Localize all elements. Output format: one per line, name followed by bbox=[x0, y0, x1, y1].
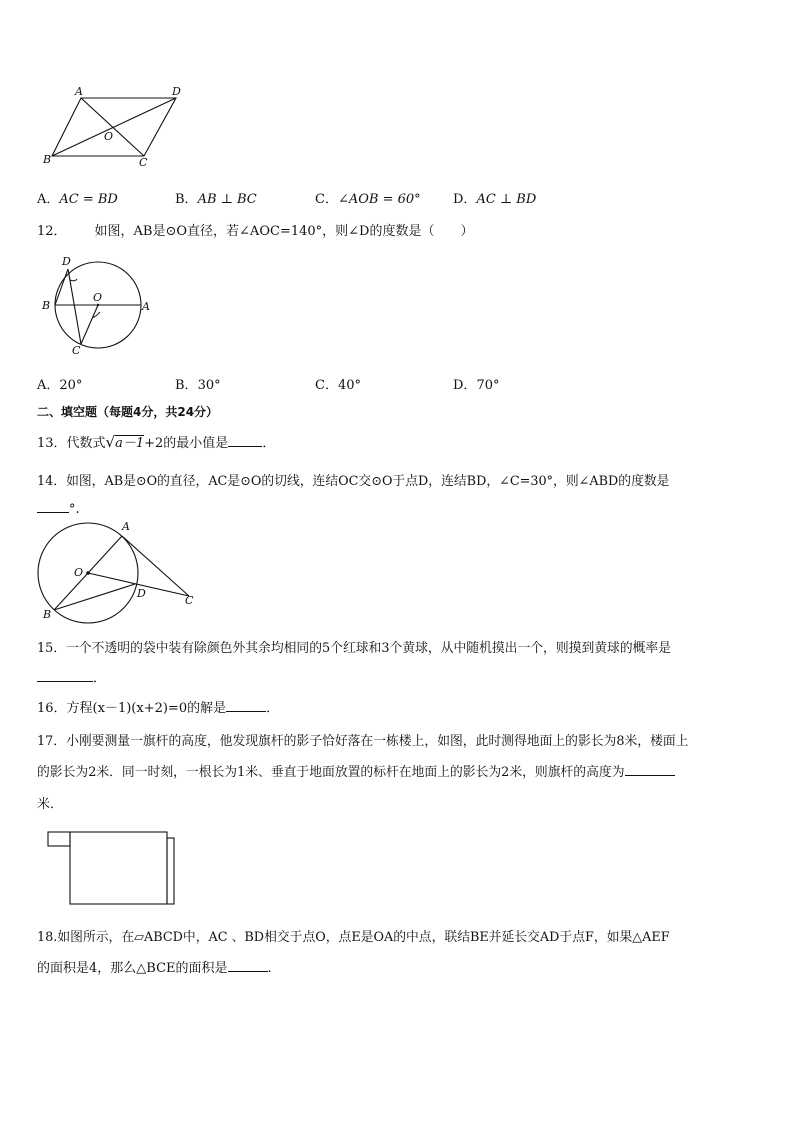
q14-label-D: D bbox=[137, 587, 146, 600]
q15-line-2: ． bbox=[37, 667, 106, 686]
section-2-title: 二、填空题（每题4分，共24分） bbox=[37, 405, 219, 419]
q12-option-a[interactable]: A．20° bbox=[37, 378, 83, 393]
q17-answer-blank[interactable] bbox=[625, 763, 675, 776]
q15-line-1: 15．一个不透明的袋中装有除颜色外其余均相同的5个红球和3个黄球，从中随机摸出一个，则摸到黄球的概率是 bbox=[37, 641, 672, 656]
q13-answer-blank[interactable] bbox=[228, 434, 262, 447]
q12-stem: 如图，AB是⊙O直径，若∠AOC=140°，则∠D的度数是（ ） bbox=[94, 224, 474, 239]
q14-label-O: O bbox=[74, 566, 84, 579]
q12-option-c[interactable]: C．40° bbox=[315, 378, 361, 393]
q12-question bbox=[37, 220, 473, 239]
q17-line-3: 米． bbox=[37, 797, 64, 812]
q14-label-A: A bbox=[122, 520, 130, 533]
q14-answer-blank[interactable] bbox=[37, 500, 69, 513]
q14-label-C: C bbox=[185, 594, 194, 607]
q14-line-1: 14．如图，AB是⊙O的直径，AC是⊙O的切线，连结OC交⊙O于点D，连结BD，∠C=30°，则∠ABD的度数是 bbox=[37, 474, 670, 489]
q18-line-1: 18.如图所示，在▱ABCD中，AC 、BD相交于点O，点E是OA的中点，联结BE并延长交AD于点F，如果△AEF bbox=[37, 930, 670, 945]
q12-label-C: C bbox=[72, 344, 81, 357]
q12-number: 12． bbox=[37, 224, 67, 239]
q11-label-C: C bbox=[139, 156, 148, 169]
q17-line-2: 的影长为2米．同一时刻，一根长为1米、垂直于地面放置的标杆在地面上的影长为2米，则旗杆的高度为 bbox=[37, 761, 675, 780]
q11-label-B: B bbox=[43, 153, 52, 166]
q12-option-d[interactable]: D．70° bbox=[453, 378, 500, 393]
q12-label-B: B bbox=[42, 299, 51, 312]
q12-label-A: A bbox=[142, 300, 150, 313]
q11-label-D: D bbox=[172, 85, 181, 98]
q14-circle-figure bbox=[34, 516, 204, 626]
q11-option-b[interactable]: B．AB ⊥ BC bbox=[175, 192, 257, 207]
q11-label-A: A bbox=[75, 85, 83, 98]
q14-line-2: °. bbox=[37, 500, 80, 517]
q17-flagpole-building-figure bbox=[44, 828, 184, 908]
q14-label-B: B bbox=[43, 608, 52, 621]
q16-answer-blank[interactable] bbox=[226, 699, 266, 712]
q17-line-1: 17．小刚要测量一旗杆的高度，他发现旗杆的影子恰好落在一栋楼上，如图，此时测得地面上的影长为8米，楼面上 bbox=[37, 734, 689, 749]
q18-line-2: 的面积是4，那么△BCE的面积是 . bbox=[37, 961, 272, 976]
q11-option-d[interactable]: D．AC ⊥ BD bbox=[453, 192, 537, 207]
q11-parallelogram-figure bbox=[36, 84, 196, 168]
q12-circle-figure bbox=[38, 252, 158, 360]
q11-option-c[interactable]: C．∠AOB = 60° bbox=[315, 192, 421, 207]
q16-question: 16．方程(x－1)(x+2)=0的解是 ． bbox=[37, 701, 280, 716]
q15-answer-blank[interactable] bbox=[37, 669, 93, 682]
q11-option-a[interactable]: A．AC = BD bbox=[37, 192, 118, 207]
q18-answer-blank[interactable] bbox=[228, 959, 268, 972]
q12-option-b[interactable]: B．30° bbox=[175, 378, 221, 393]
q12-label-D: D bbox=[62, 255, 71, 268]
q12-label-O: O bbox=[93, 291, 103, 304]
q13-question: 13．代数式√a－1+2的最小值是 ． bbox=[37, 433, 276, 451]
q11-label-O: O bbox=[104, 130, 114, 143]
q13-radicand: a－1 bbox=[115, 436, 145, 451]
